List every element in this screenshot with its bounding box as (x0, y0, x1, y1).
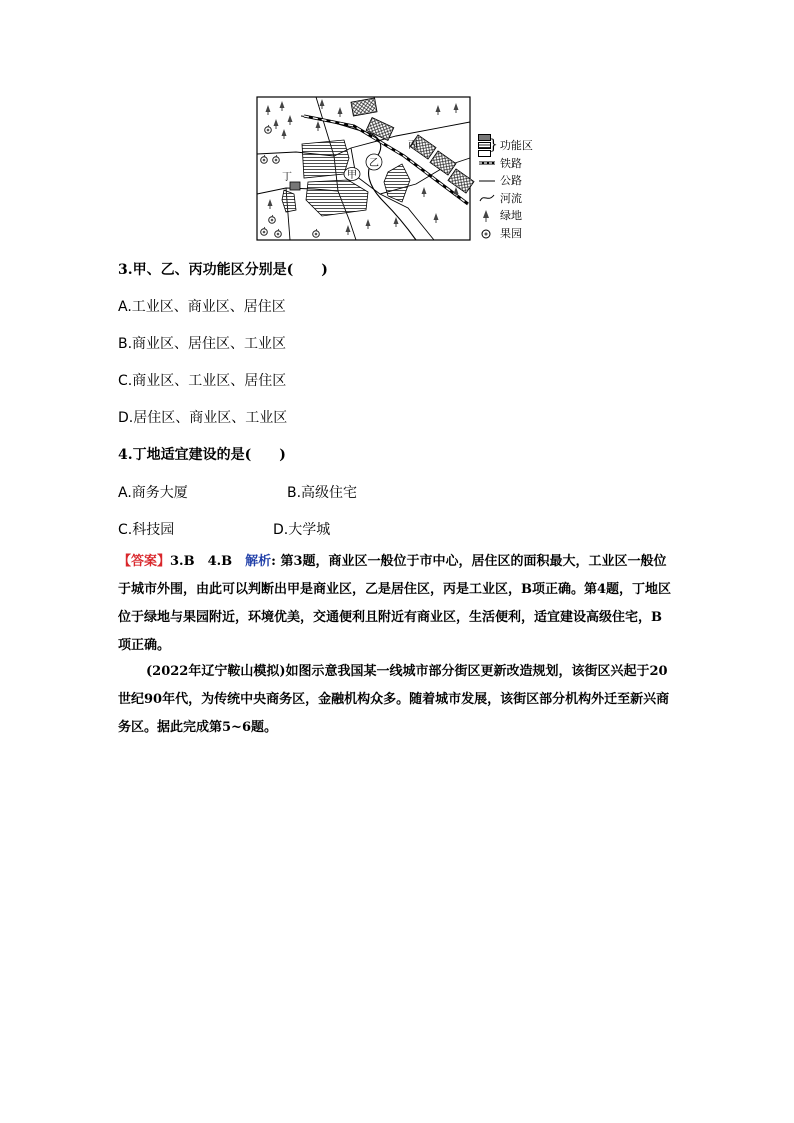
q4-option-b: B.高级住宅 (287, 485, 358, 501)
question-3-stem: 3.甲、乙、丙功能区分别是( ) (118, 262, 328, 278)
answer-tag: 【答案】 (118, 554, 171, 569)
answer-keys: 3.B 4.B (170, 554, 246, 569)
analysis-label: 解析 (245, 554, 272, 569)
legend-green-land: 绿地 (478, 207, 558, 225)
label-bing: 丙 (408, 140, 418, 151)
road-icon (478, 174, 500, 188)
legend-road: 公路 (478, 172, 558, 190)
next-passage: (2022年辽宁鞍山模拟)如图示意我国某一线城市部分街区更新改造规划，该街区兴起于20世纪90年代，为传统中央商务区，金融机构众多。随着城市发展，该街区部分机构外迁至新兴商务区。据此完成第5~6题。 (118, 664, 670, 735)
tree-icon (478, 209, 500, 223)
legend-railway: 铁路 (478, 155, 558, 173)
apple-icon (478, 226, 500, 240)
q4-option-d: D.大学城 (273, 522, 331, 538)
label-jia: 甲 (347, 170, 357, 181)
river-icon (478, 191, 500, 205)
question-4-stem: 4.丁地适宜建设的是( ) (118, 447, 286, 463)
railway-icon (478, 156, 500, 170)
q3-option-b: B.商业区、居住区、工业区 (118, 336, 287, 352)
answer-analysis (118, 548, 674, 660)
q3-option-d: D.居住区、商业区、工业区 (118, 410, 288, 426)
map-svg (256, 96, 476, 244)
legend-brace-icon: } (489, 137, 498, 153)
analysis-text: : 第3题，商业区一般位于市中心，居住区的面积最大，工业区一般位于城市外围，由此可以判断出甲是商业区，乙是居住区，丙是工业区，B项正确。第4题，丁地区位于绿地与果园附近，环境优美，交通便利且附近有商业区，生活便利，适宜建设高级住宅，B项正确。 (118, 554, 672, 653)
map-legend (478, 137, 558, 242)
q3-option-a: A.工业区、商业区、居住区 (118, 299, 286, 315)
q4-option-a: A.商务大厦 (118, 485, 188, 501)
q3-option-c: C.商业区、工业区、居住区 (118, 373, 287, 389)
legend-orchard: 果园 (478, 225, 558, 243)
legend-functional-zone: } 功能区 (478, 137, 558, 155)
label-ding: 丁 (282, 172, 292, 183)
legend-river: 河流 (478, 190, 558, 208)
label-yi: 乙 (369, 158, 379, 169)
q4-option-c: C.科技园 (118, 522, 175, 538)
